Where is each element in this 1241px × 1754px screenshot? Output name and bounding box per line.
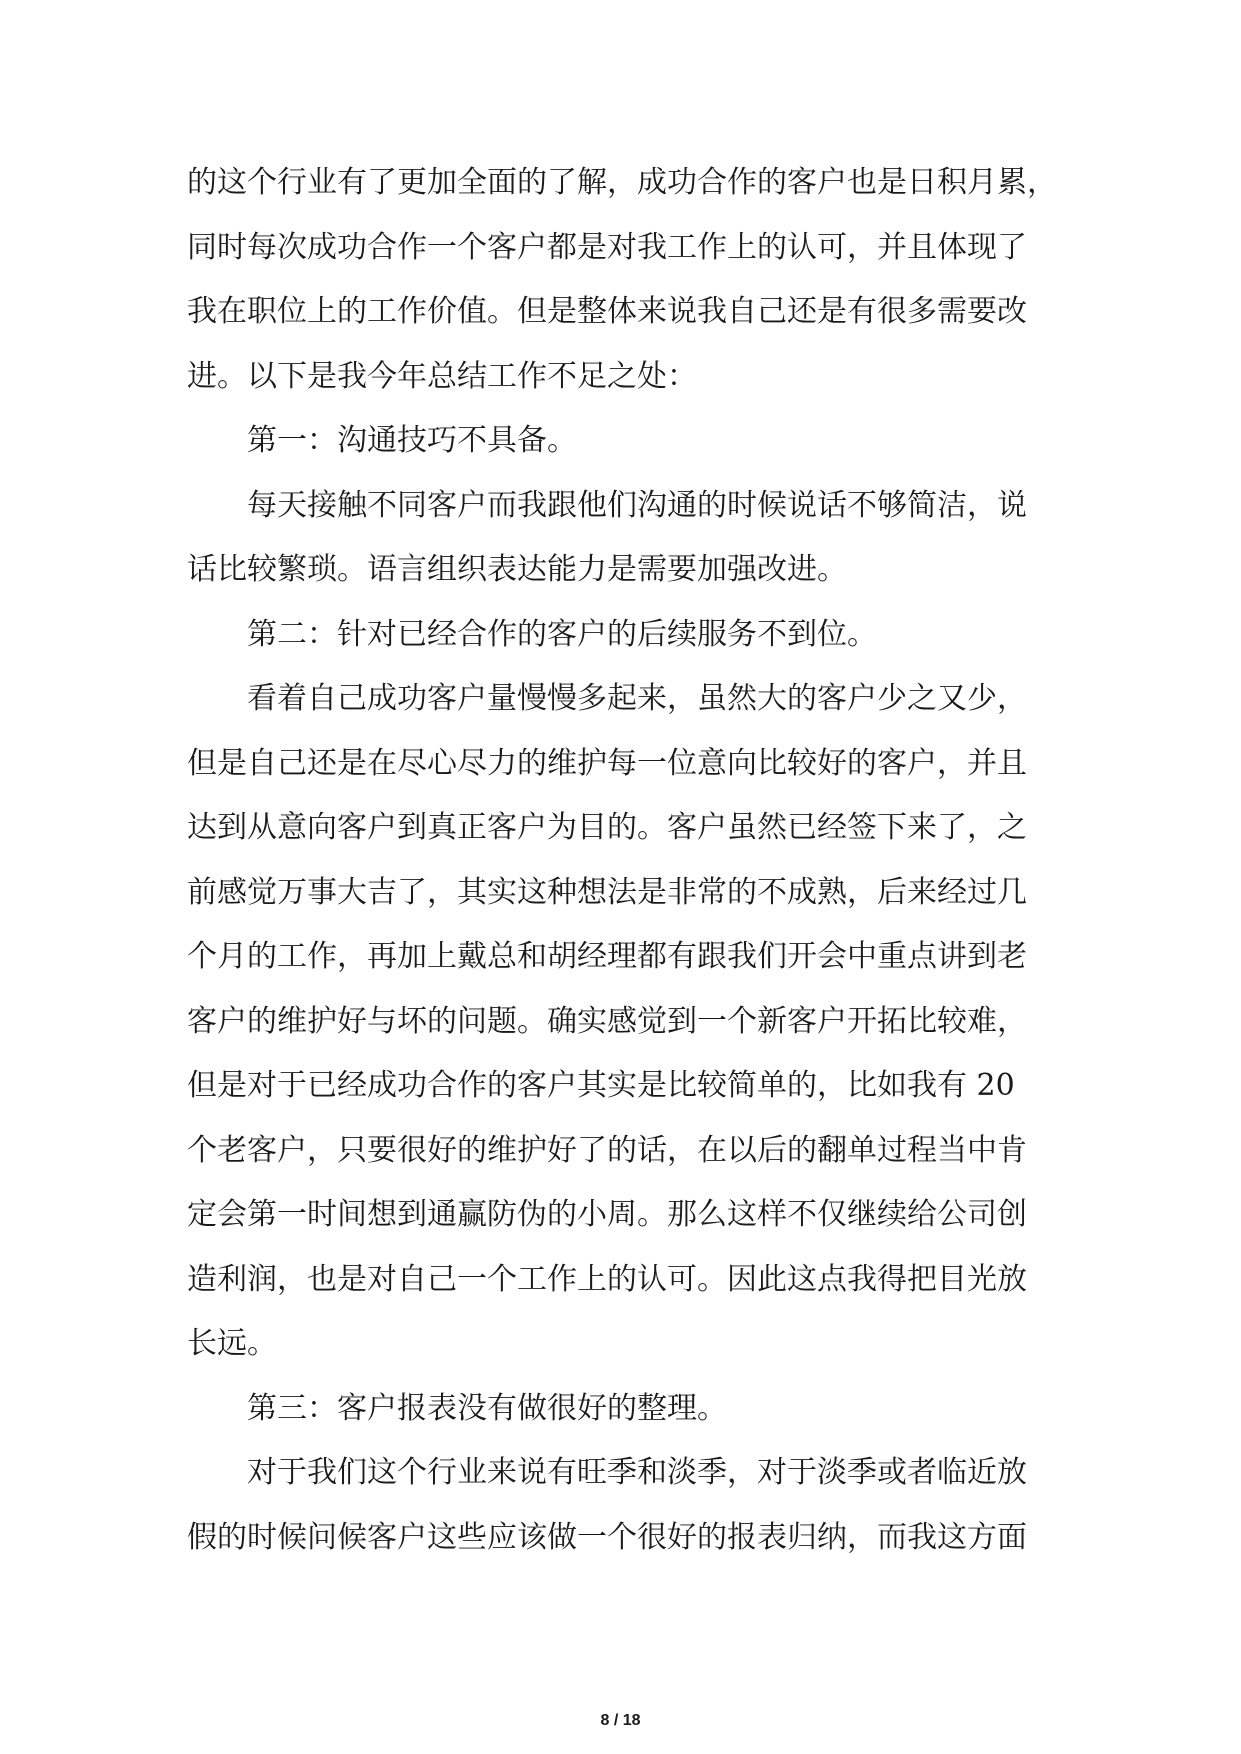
text-line: 每天接触不同客户而我跟他们沟通的时候说话不够简洁，说 xyxy=(247,487,1027,523)
text-line: 看着自己成功客户量慢慢多起来，虽然大的客户少之又少， xyxy=(247,681,1027,716)
text-line: 个老客户，只要很好的维护好了的话，在以后的翻单过程当中肯 xyxy=(187,1132,1027,1168)
text-line: 对于我们这个行业来说有旺季和淡季，对于淡季或者临近放 xyxy=(247,1455,1027,1490)
text-line: 进。以下是我今年总结工作不足之处： xyxy=(187,358,697,394)
text-line: 达到从意向客户到真正客户为目的。客户虽然已经签下来了，之 xyxy=(187,810,1027,845)
text-line: 同时每次成功合作一个客户都是对我工作上的认可，并且体现了 xyxy=(187,229,1027,265)
text-line: 假的时候问候客户这些应该做一个很好的报表归纳，而我这方面 xyxy=(187,1519,1027,1555)
text-line: 但是自己还是在尽心尽力的维护每一位意向比较好的客户，并且 xyxy=(187,745,1027,781)
text-line: 客户的维护好与坏的问题。确实感觉到一个新客户开拓比较难， xyxy=(187,1003,1027,1039)
text-line: 长远。 xyxy=(187,1326,277,1361)
section-heading-1: 第一：沟通技巧不具备。 xyxy=(247,423,577,458)
text-line: 定会第一时间想到通赢防伪的小周。那么这样不仅继续给公司创 xyxy=(187,1197,1027,1232)
text-line: 造利润，也是对自己一个工作上的认可。因此这点我得把目光放 xyxy=(187,1261,1027,1297)
section-heading-2: 第二：针对已经合作的客户的后续服务不到位。 xyxy=(247,616,877,652)
text-line: 的这个行业有了更加全面的了解，成功合作的客户也是日积月累， xyxy=(187,165,1057,200)
page-number: 8 / 18 xyxy=(600,1712,641,1729)
section-heading-3: 第三：客户报表没有做很好的整理。 xyxy=(247,1390,727,1426)
text-line: 我在职位上的工作价值。但是整体来说我自己还是有很多需要改 xyxy=(187,294,1027,329)
text-line: 话比较繁琐。语言组织表达能力是需要加强改进。 xyxy=(187,552,847,587)
text-line: 前感觉万事大吉了，其实这种想法是非常的不成熟，后来经过几 xyxy=(187,874,1027,910)
text-line: 但是对于已经成功合作的客户其实是比较简单的，比如我有 20 xyxy=(187,1068,1015,1103)
body-text xyxy=(187,151,1067,1570)
text-line: 个月的工作，再加上戴总和胡经理都有跟我们开会中重点讲到老 xyxy=(187,939,1027,974)
